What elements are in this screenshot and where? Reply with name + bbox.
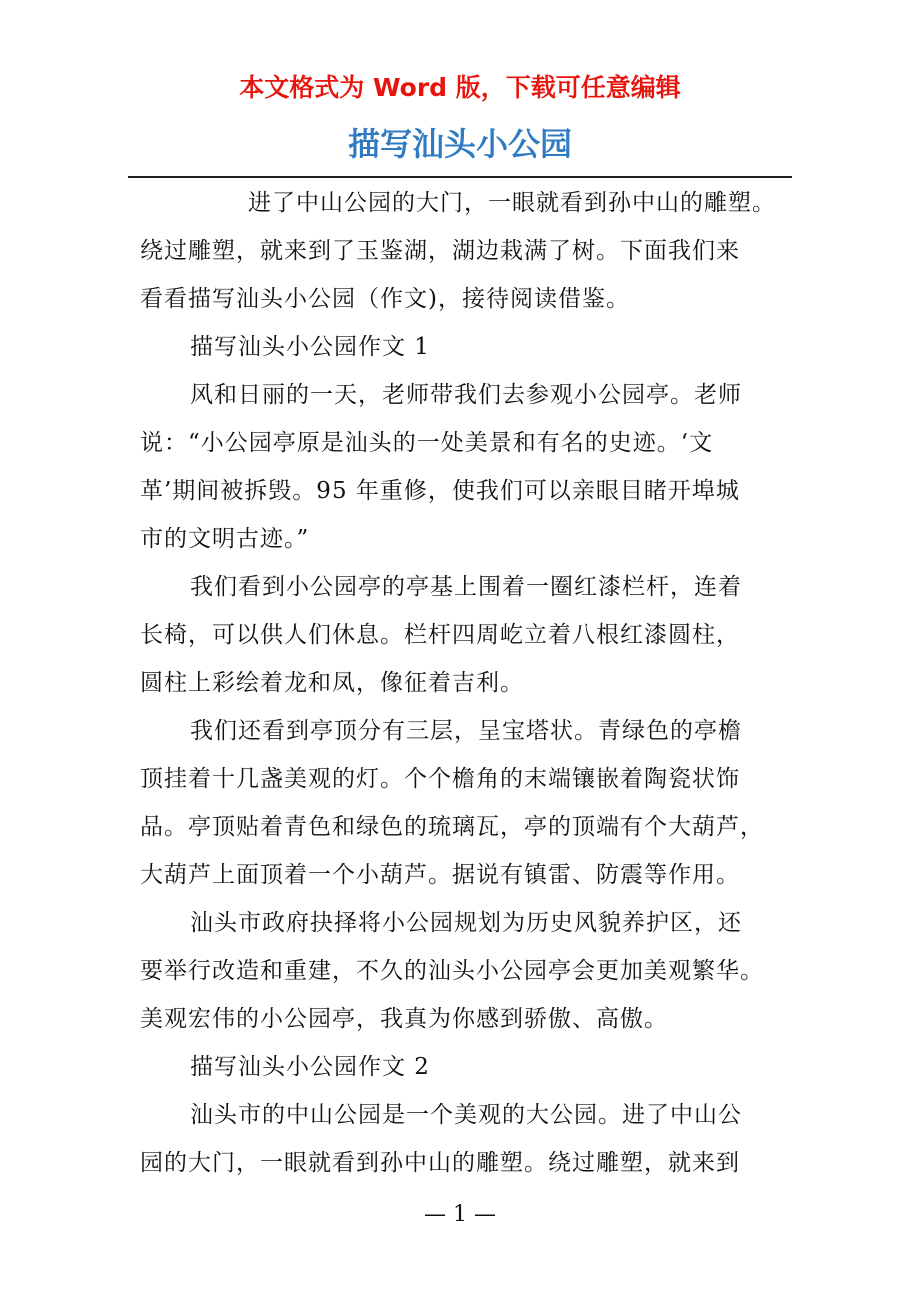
text-line: 风和日丽的一天，老师带我们去参观小公园亭。老师 <box>190 382 742 408</box>
text-line: 要举行改造和重建，不久的汕头小公园亭会更加美观繁华。 <box>140 958 764 984</box>
paragraph <box>140 1091 792 1187</box>
page-number: — 1 — <box>424 1202 496 1227</box>
text-line: 说：“小公园亭原是汕头的一处美景和有名的史迹。‘文 <box>140 430 714 456</box>
text-line: 顶挂着十几盏美观的灯。个个檐角的末端镶嵌着陶瓷状饰 <box>140 766 740 792</box>
text-line: 汕头市政府抉择将小公园规划为历史风貌养护区，还 <box>190 910 742 936</box>
text-line: 我们还看到亭顶分有三层，呈宝塔状。青绿色的亭檐 <box>190 718 742 744</box>
text-line: 革’期间被拆毁。95 年重修，使我们可以亲眼目睹开埠城 <box>140 478 740 504</box>
text-line: 汕头市的中山公园是一个美观的大公园。进了中山公 <box>190 1102 742 1128</box>
text-line: 我们看到小公园亭的亭基上围着一圈红漆栏杆，连着 <box>190 574 742 600</box>
text-line: 园的大门，一眼就看到孙中山的雕塑。绕过雕塑，就来到 <box>140 1150 740 1176</box>
document-body <box>140 179 792 1187</box>
text-line: 进了中山公园的大门，一眼就看到孙中山的雕塑。 <box>248 190 776 216</box>
section-heading-1 <box>140 323 792 371</box>
paragraph <box>140 899 792 1043</box>
text-line: 长椅，可以供人们休息。栏杆四周屹立着八根红漆圆柱， <box>140 622 740 648</box>
paragraph-intro <box>140 179 792 323</box>
paragraph <box>140 371 792 563</box>
section-heading-2 <box>140 1043 792 1091</box>
text-line: 品。亭顶贴着青色和绿色的琉璃瓦，亭的顶端有个大葫芦， <box>140 814 764 840</box>
text-line: 美观宏伟的小公园亭，我真为你感到骄傲、高傲。 <box>140 1006 668 1032</box>
text-line: 看看描写汕头小公园（作文)，接待阅读借鉴。 <box>140 286 630 312</box>
format-banner: 本文格式为 Word 版，下载可任意编辑 <box>239 73 681 102</box>
text-line: 绕过雕塑，就来到了玉鉴湖，湖边栽满了树。下面我们来 <box>140 238 740 264</box>
paragraph <box>140 563 792 707</box>
paragraph <box>140 707 792 899</box>
text-line: 市的文明古迹。” <box>140 526 310 552</box>
text-line: 描写汕头小公园作文 1 <box>190 334 430 360</box>
document-title: 描写汕头小公园 <box>347 125 572 163</box>
text-line: 描写汕头小公园作文 2 <box>190 1054 430 1080</box>
text-line: 大葫芦上面顶着一个小葫芦。据说有镇雷、防震等作用。 <box>140 862 740 888</box>
title-divider <box>128 176 792 178</box>
text-line: 圆柱上彩绘着龙和凤，像征着吉利。 <box>140 670 524 696</box>
